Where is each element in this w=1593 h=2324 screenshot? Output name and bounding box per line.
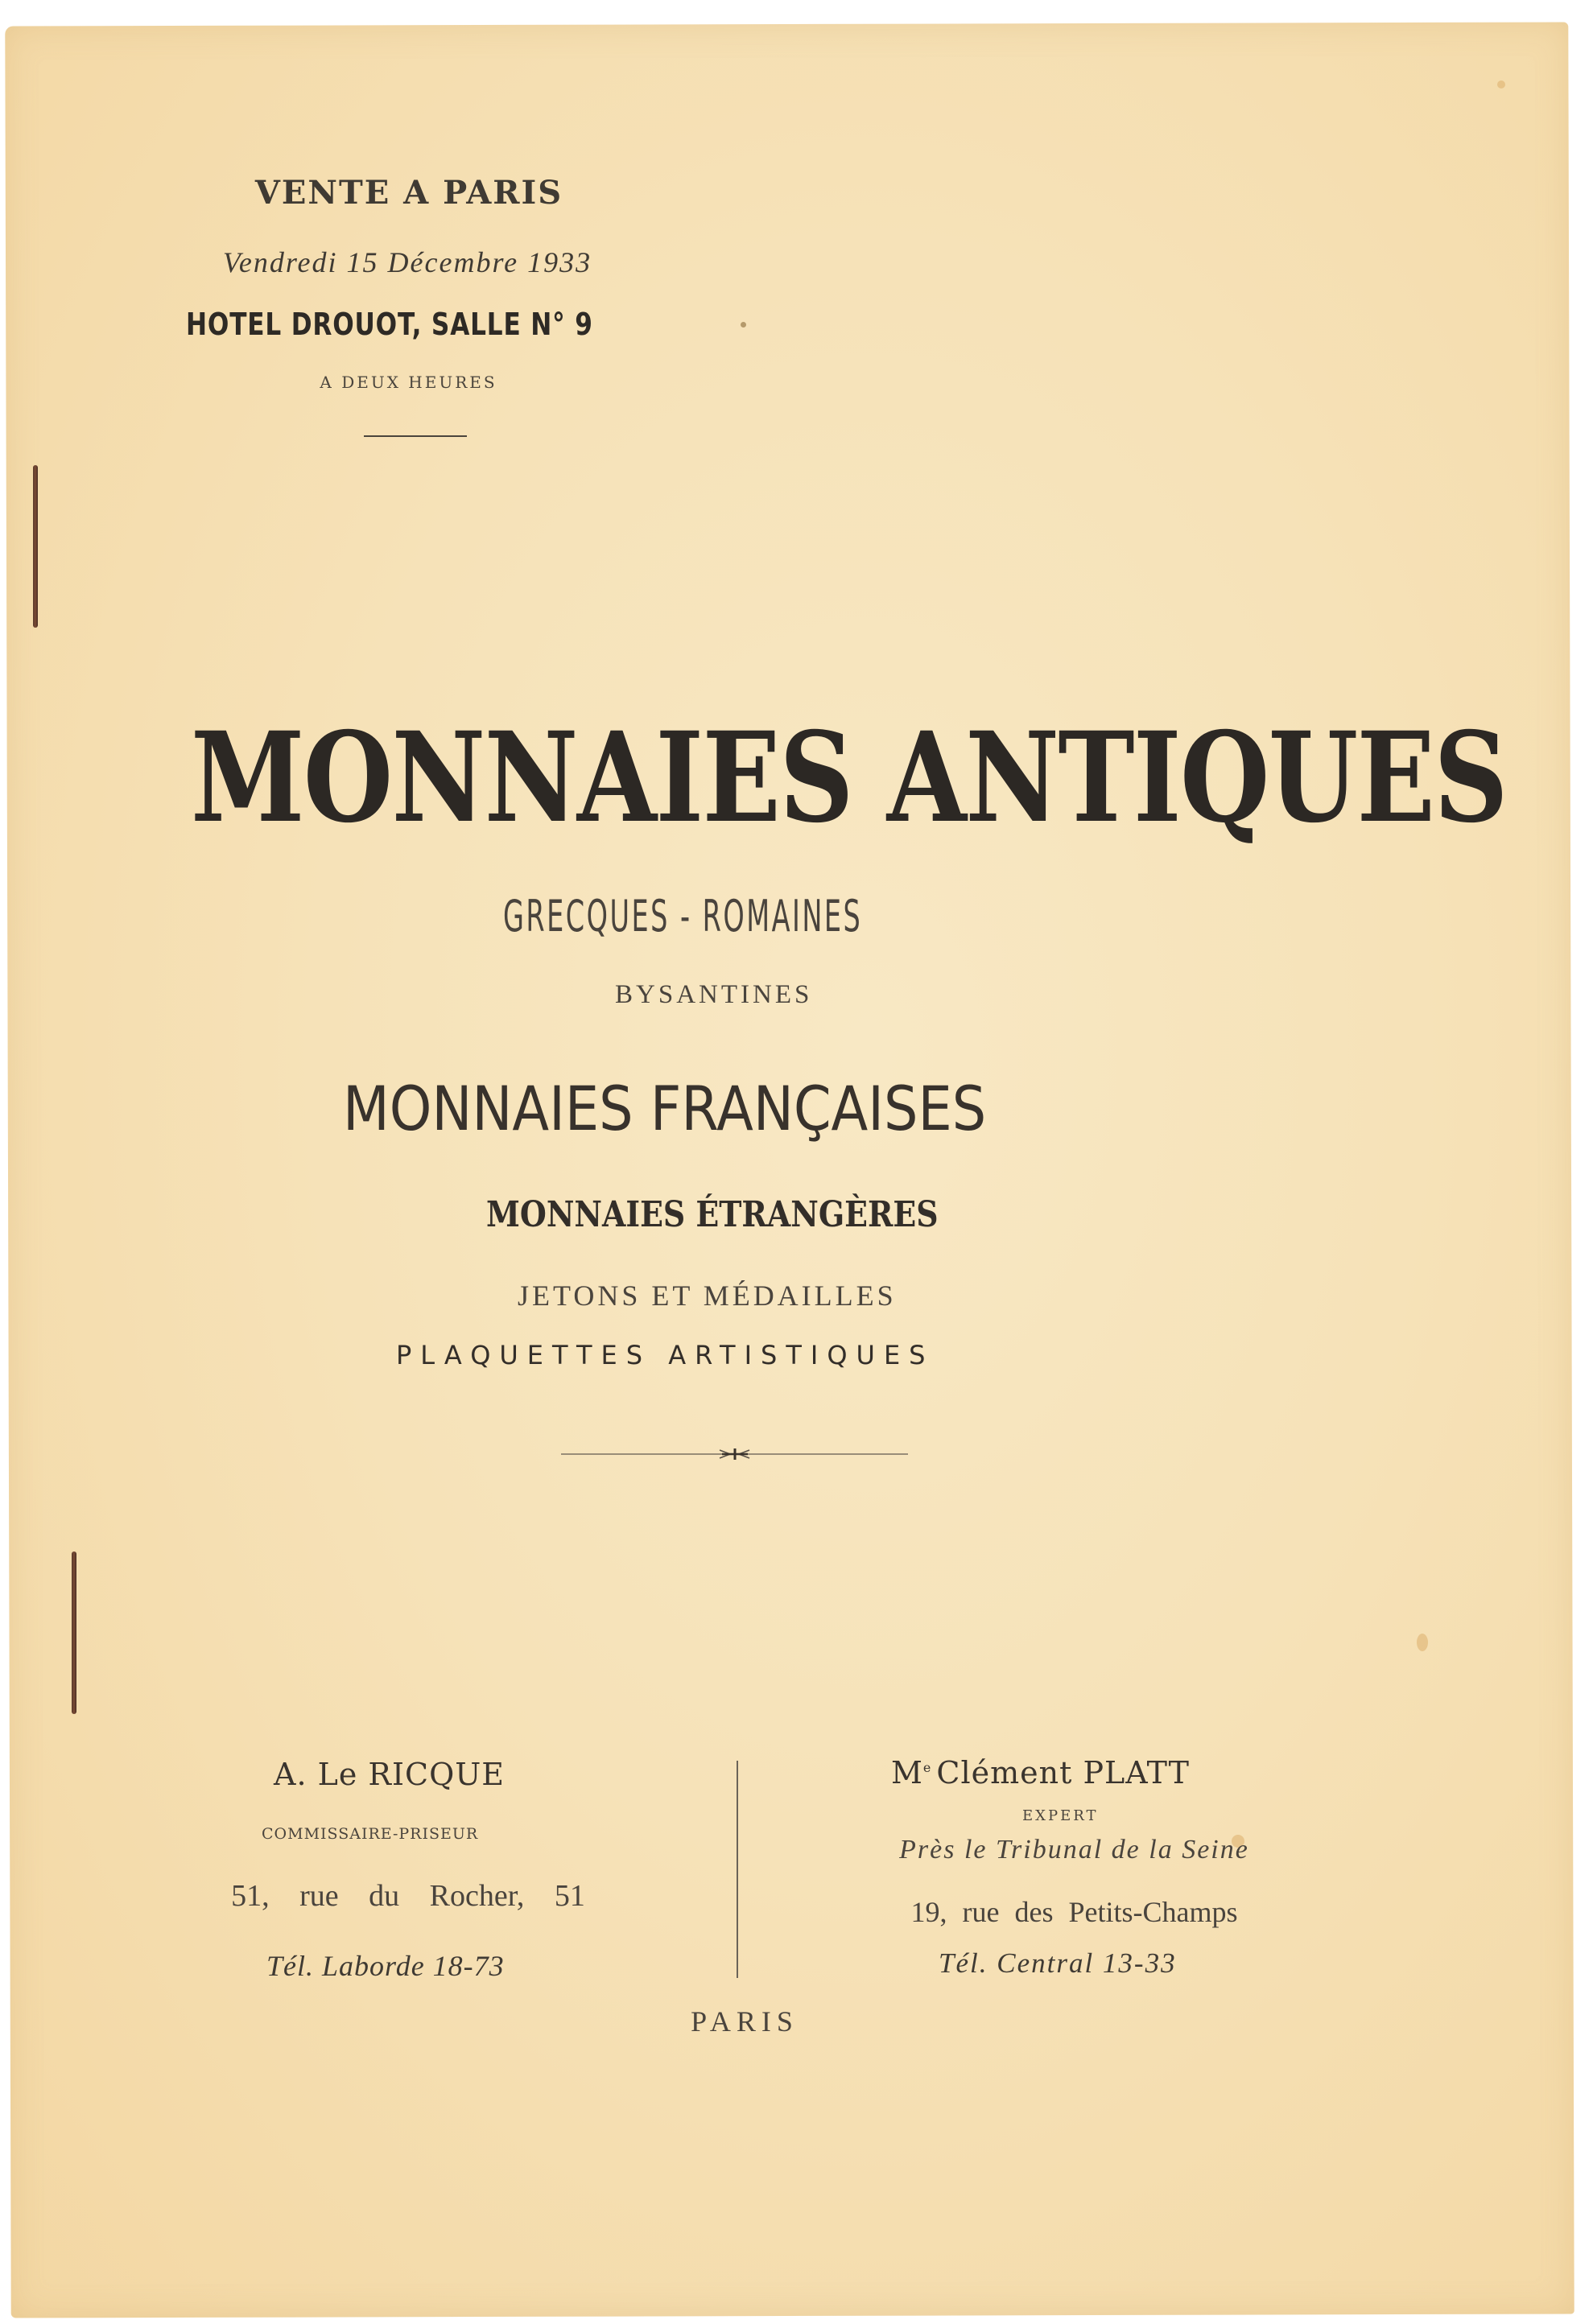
subtitle-greek-roman: GRECQUES - ROMAINES: [503, 891, 863, 942]
title-foreign-coins: MONNAIES ÉTRANGÈRES: [486, 1194, 939, 1235]
title-tokens-medals: JETONS ET MÉDAILLES: [518, 1279, 897, 1312]
sale-time: A DEUX HEURES: [320, 373, 497, 392]
catalogue-cover-page: [5, 22, 1574, 2318]
staple-bottom: [72, 1551, 76, 1714]
auctioneer-phone: Tél. Laborde 18-73: [266, 1950, 505, 1982]
sale-date: Vendredi 15 Décembre 1933: [222, 246, 592, 278]
header-rule: [364, 435, 467, 437]
auctioneer-address: 51, rue du Rocher, 51: [231, 1879, 585, 1913]
auctioneer-role: COMMISSAIRE-PRISEUR: [262, 1825, 479, 1843]
subtitle-byzantine: BYSANTINES: [615, 980, 813, 1009]
sale-location: VENTE A PARIS: [254, 174, 563, 212]
expert-address: 19, rue des Petits-Champs: [910, 1896, 1238, 1928]
expert-name: Clément PLATT: [936, 1755, 1191, 1790]
expert-title-prefix: M: [891, 1755, 923, 1790]
ornament-divider-icon: [561, 1445, 908, 1463]
expert-role: EXPERT: [1022, 1807, 1099, 1824]
ink-speck: [741, 322, 746, 328]
expert-name-line: [891, 1757, 1190, 1788]
sale-venue: HOTEL DROUOT, SALLE N° 9: [186, 307, 593, 342]
expert-title-sup: e: [922, 1760, 932, 1775]
paper-stain: [1497, 80, 1505, 89]
column-divider: [737, 1761, 738, 1978]
expert-court: Près le Tribunal de la Seine: [899, 1835, 1249, 1865]
footer-city: PARIS: [691, 2005, 799, 2038]
staple-top: [33, 465, 38, 628]
expert-phone: Tél. Central 13-33: [939, 1947, 1177, 1979]
auctioneer-name: A. Le RICQUE: [274, 1757, 506, 1792]
title-plaquettes: PLAQUETTES ARTISTIQUES: [396, 1340, 935, 1370]
title-french-coins: MONNAIES FRANÇAISES: [343, 1073, 987, 1144]
main-title: MONNAIES ANTIQUES: [191, 705, 1507, 851]
paper-stain: [1417, 1634, 1428, 1651]
